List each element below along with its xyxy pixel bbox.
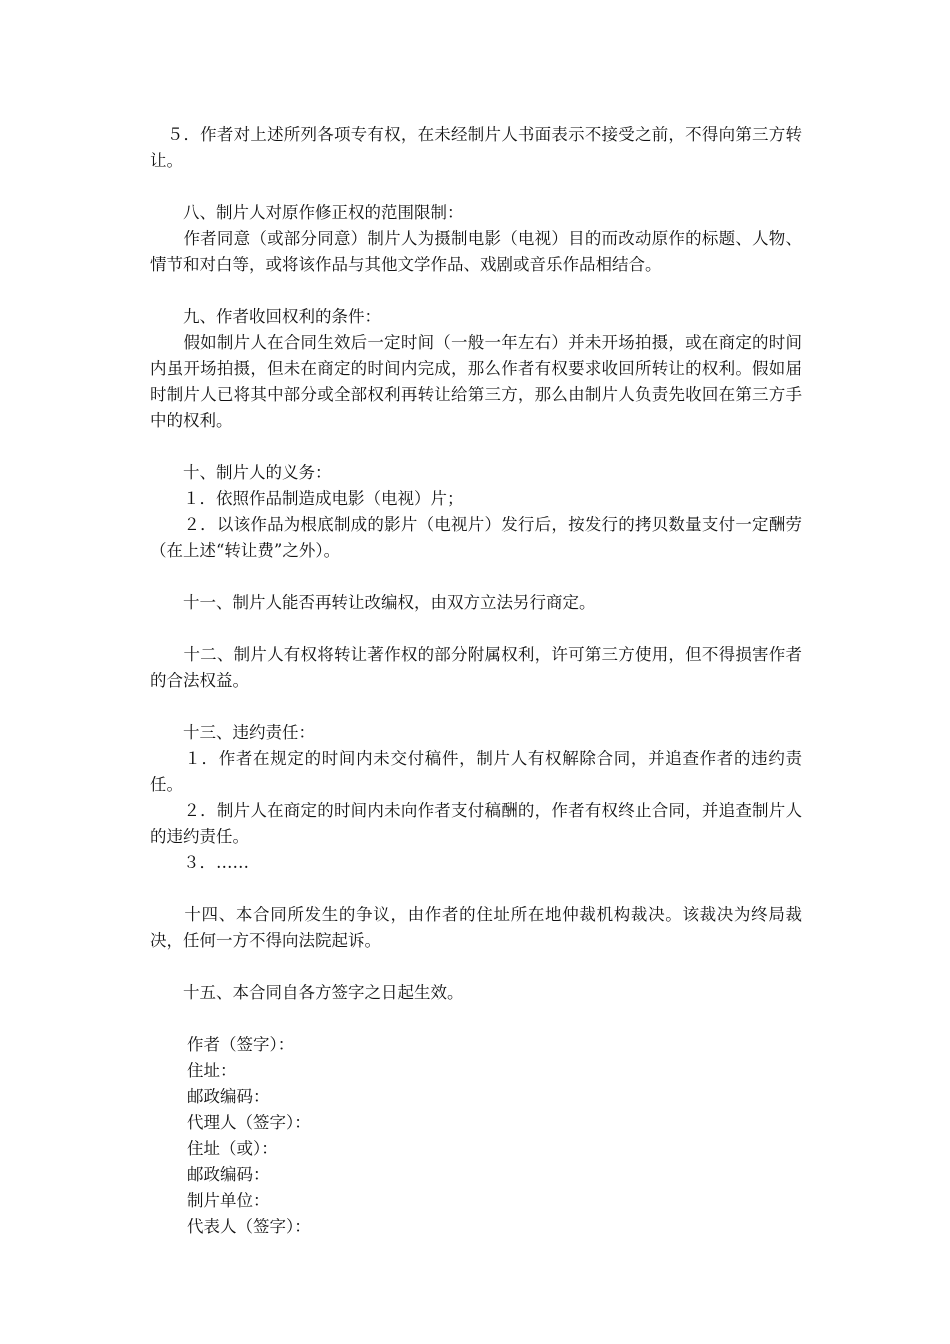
agent-address-line: 住址（或）： <box>187 1139 278 1158</box>
contract-page <box>150 122 802 1240</box>
paragraph: 十四、本合同所发生的争议，由作者的住址所在地仲裁机构裁决。该裁决为终局裁决，任何一方不得向法院起诉。 <box>150 905 802 950</box>
signature-block <box>150 1032 802 1240</box>
producer-unit-line: 制片单位： <box>187 1191 270 1210</box>
paragraph-gap <box>150 434 802 460</box>
list-item: １．依照作品制造成电影（电视）片； <box>150 489 464 508</box>
clause-heading: 十三、违约责任： <box>150 723 315 742</box>
list-item: ２．制片人在商定的时间内未向作者支付稿酬的，作者有权终止合同，并追查制片人的违约责任。 <box>150 801 802 846</box>
paragraph-gap <box>150 564 802 590</box>
list-item: １．作者在规定的时间内未交付稿件，制片人有权解除合同，并追查作者的违约责任。 <box>150 749 802 794</box>
author-postcode-line: 邮政编码： <box>187 1087 270 1106</box>
clause-8-modification-scope <box>150 200 802 278</box>
list-item: ３．…… <box>150 853 249 872</box>
paragraph: ５．作者对上述所列各项专有权，在未经制片人书面表示不接受之前，不得向第三方转让。 <box>150 125 802 170</box>
paragraph-gap <box>150 278 802 304</box>
representative-signature-line: 代表人（签字）： <box>187 1217 311 1236</box>
clause-15-effective-date <box>150 980 802 1006</box>
agent-postcode-line: 邮政编码： <box>187 1165 270 1184</box>
paragraph-gap <box>150 616 802 642</box>
paragraph: 十一、制片人能否再转让改编权，由双方立法另行商定。 <box>150 593 596 612</box>
paragraph-gap <box>150 1006 802 1032</box>
paragraph: 十五、本合同自各方签字之日起生效。 <box>150 983 464 1002</box>
clause-heading: 八、制片人对原作修正权的范围限制： <box>150 203 464 222</box>
paragraph: 假如制片人在合同生效后一定时间（一般一年左右）并未开场拍摄，或在商定的时间内虽开场拍摄，但未在商定的时间内完成，那么作者有权要求收回所转让的权利。假如届时制片人已将其中部分或全部权利再转让给第三方，那么由制片人负责先收回在第三方手中的权利。 <box>150 333 802 430</box>
agent-signature-line: 代理人（签字）： <box>187 1113 311 1132</box>
paragraph: 十二、制片人有权将转让著作权的部分附属权利，许可第三方使用，但不得损害作者的合法权益。 <box>150 645 802 690</box>
clause-heading: 十、制片人的义务： <box>150 463 332 482</box>
paragraph-gap <box>150 174 802 200</box>
clause-11-retransfer <box>150 590 802 616</box>
paragraph: 作者同意（或部分同意）制片人为摄制电影（电视）目的而改动原作的标题、人物、情节和对白等，或将该作品与其他文学作品、戏剧或音乐作品相结合。 <box>150 229 802 274</box>
paragraph-gap <box>150 694 802 720</box>
clause-10-producer-obligations <box>150 460 802 564</box>
paragraph-gap <box>150 876 802 902</box>
clause-9-rights-recall <box>150 304 802 434</box>
paragraph-gap <box>150 954 802 980</box>
author-address-line: 住址： <box>187 1061 237 1080</box>
clause-12-ancillary-rights <box>150 642 802 694</box>
list-item: ２．以该作品为根底制成的影片（电视片）发行后，按发行的拷贝数量支付一定酬劳（在上述“转让费”之外）。 <box>150 515 802 560</box>
clause-heading: 九、作者收回权利的条件： <box>150 307 381 326</box>
clause-13-breach-liability <box>150 720 802 876</box>
clause-14-dispute-resolution <box>150 902 802 954</box>
clause-5-transfer-restriction <box>150 122 802 174</box>
author-signature-line: 作者（签字）： <box>187 1035 295 1054</box>
